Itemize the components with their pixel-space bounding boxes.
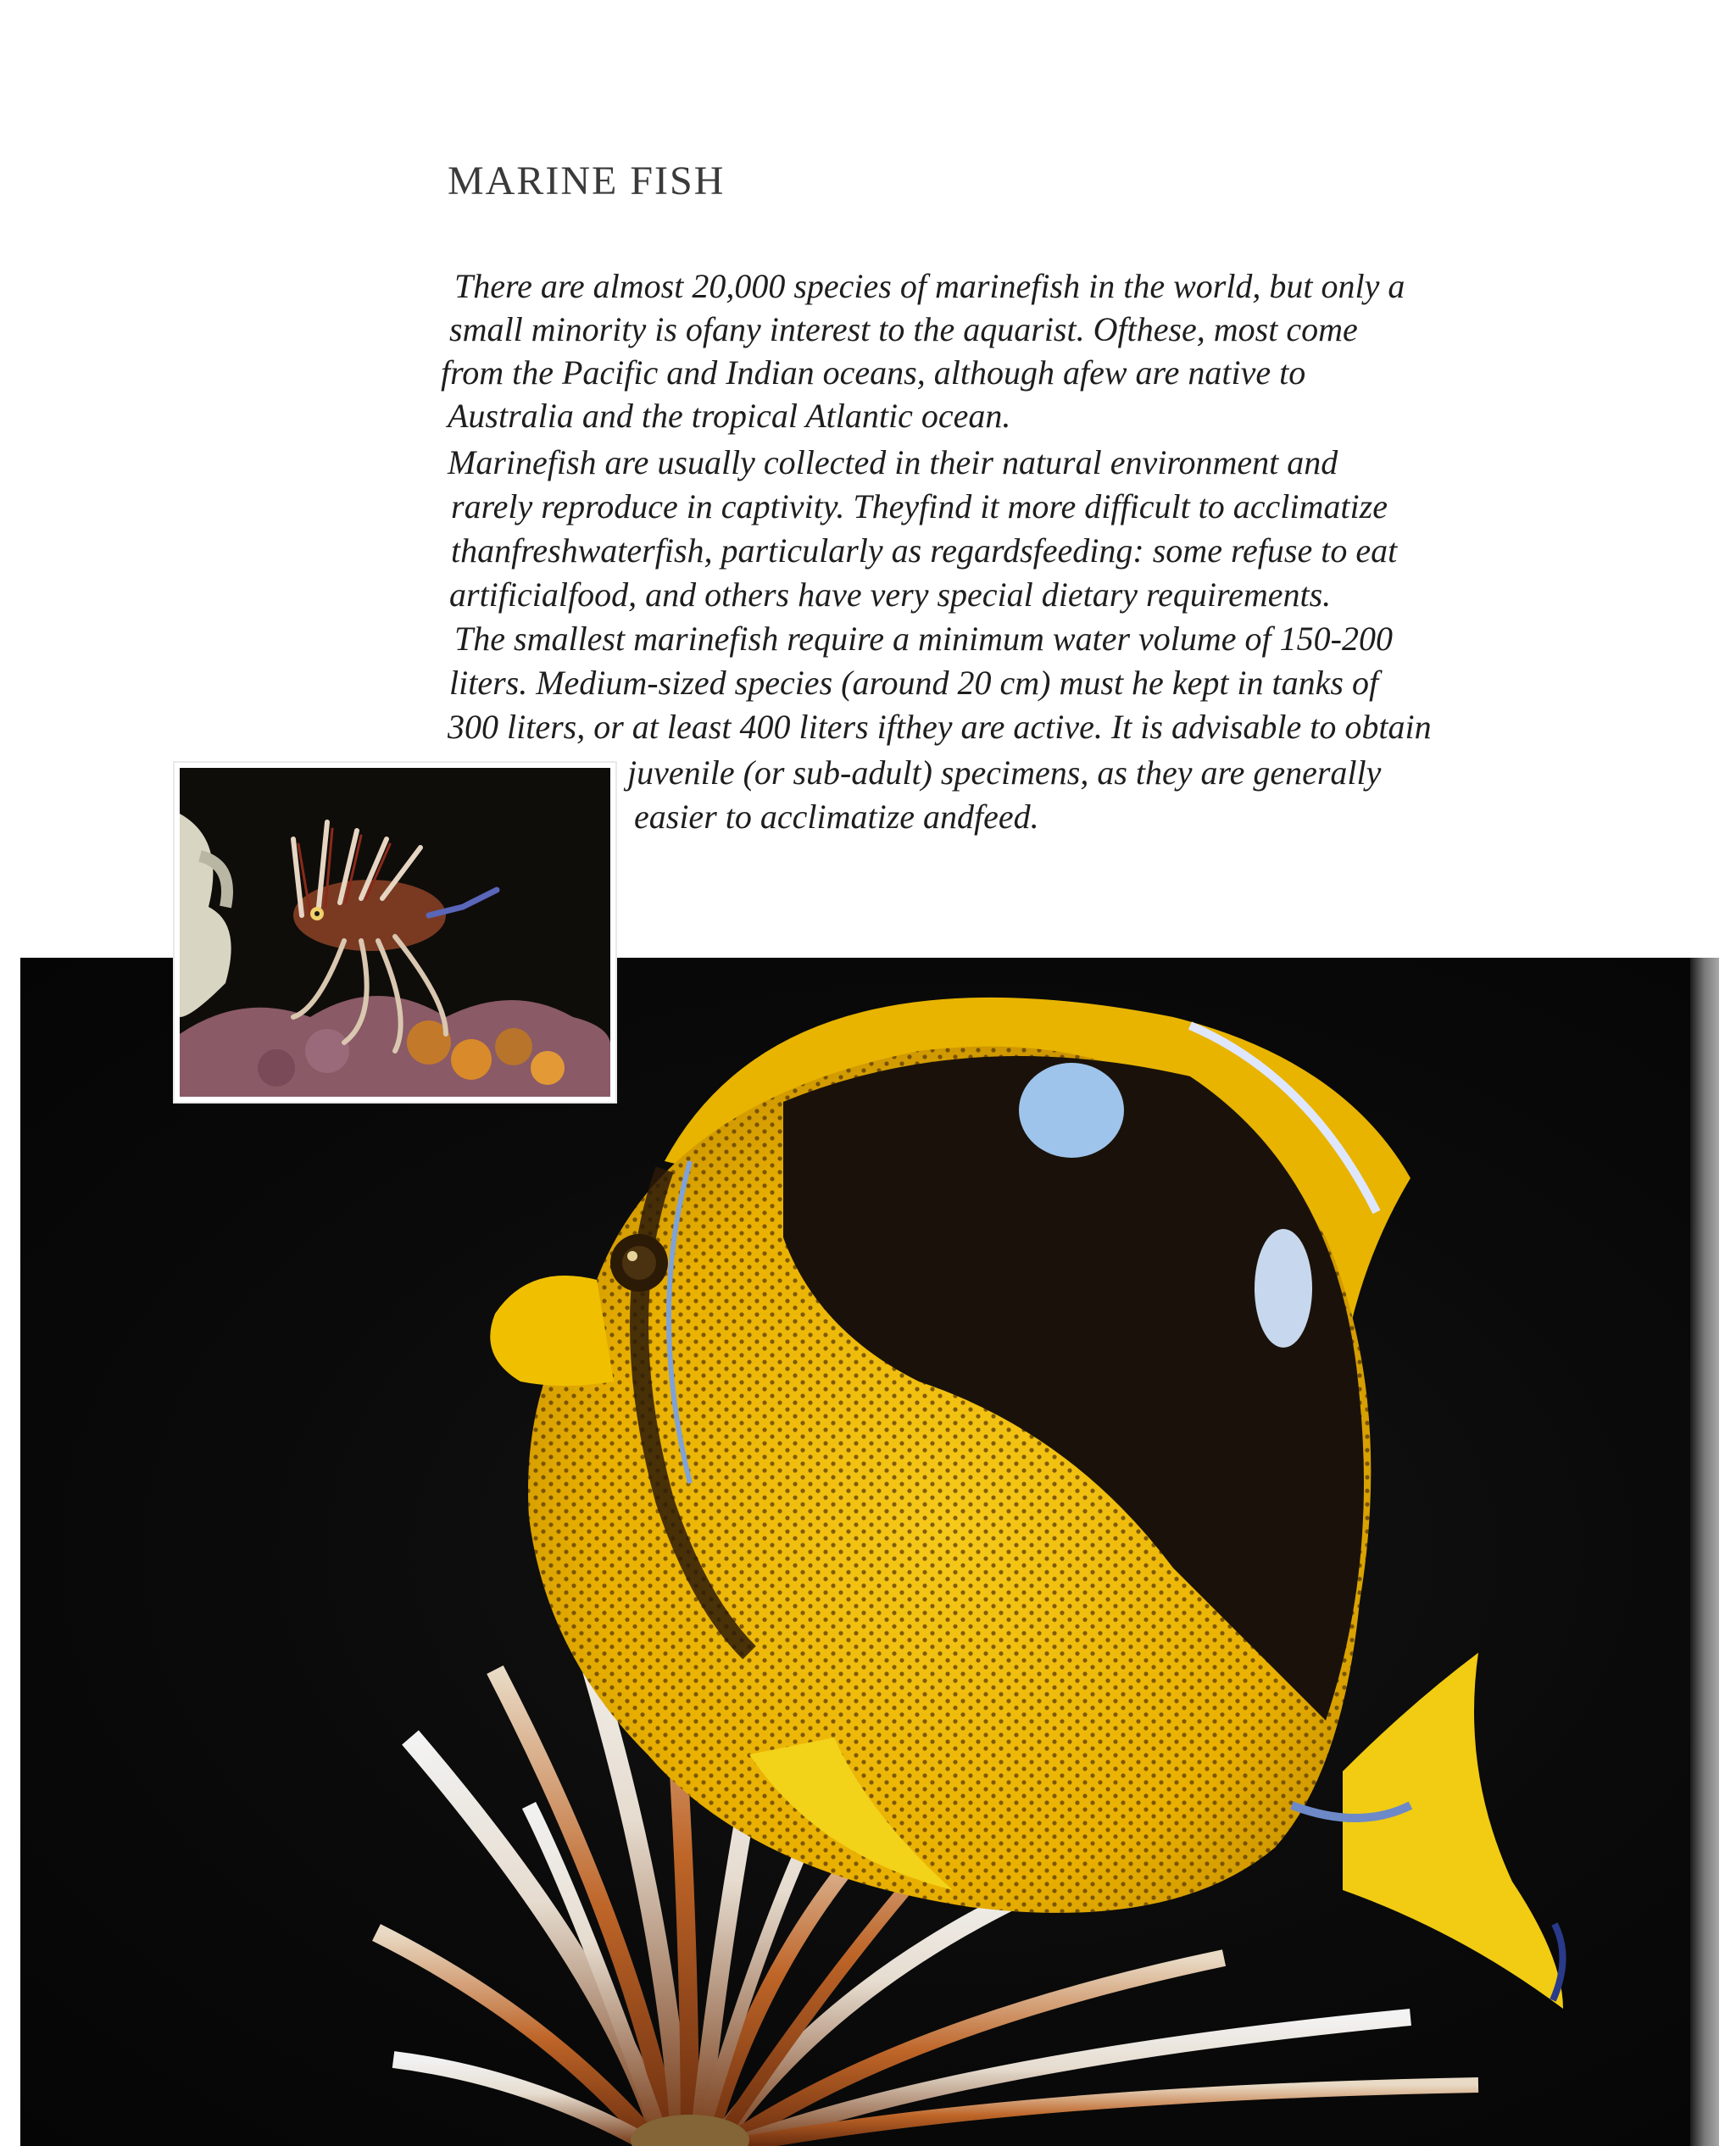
body-line: artificialfood, and others have very special dietary requirements. [449,575,1332,614]
body-line: juvenile (or sub-adult) specimens, as they are generally [627,753,1382,792]
body-line: There are almost 20,000 species of marinefish in the world, but only a [454,267,1405,305]
body-line: rarely reproduce in captivity. Theyfind it more difficult to acclimatize [451,487,1388,525]
butterflyfish-photo [20,958,1719,2146]
fish-snout [490,1276,614,1386]
fish-spot [1019,1063,1124,1158]
lionfish-illustration [175,763,615,1102]
body-line: easier to acclimatize andfeed. [634,798,1039,836]
lionfish-inset-photo [175,763,615,1102]
butterflyfish-illustration [20,958,1719,2146]
body-line: from the Pacific and Indian oceans, although afew are native to [441,353,1306,392]
body-line: 300 liters, or at least 400 liters ifthey are active. It is advisable to obtain [448,708,1432,746]
body-line: Marinefish are usually collected in their natural environment and [448,443,1338,481]
page-title: MARINE FISH [448,158,726,203]
fish-spot [1255,1229,1312,1348]
body-line: liters. Medium-sized species (around 20 cm) must he kept in tanks of [449,664,1379,702]
body-line: The smallest marinefish require a minimum water volume of 150-200 [454,620,1393,658]
page-edge [1690,958,1719,2146]
fish-tail [1343,1653,1563,2009]
body-line: small minority is ofany interest to the aquarist. Ofthese, most come [449,310,1358,348]
body-line: Australia and the tropical Atlantic ocean. [448,397,1011,435]
body-line: thanfreshwaterfish, particularly as regardsfeeding: some refuse to eat [451,531,1398,570]
